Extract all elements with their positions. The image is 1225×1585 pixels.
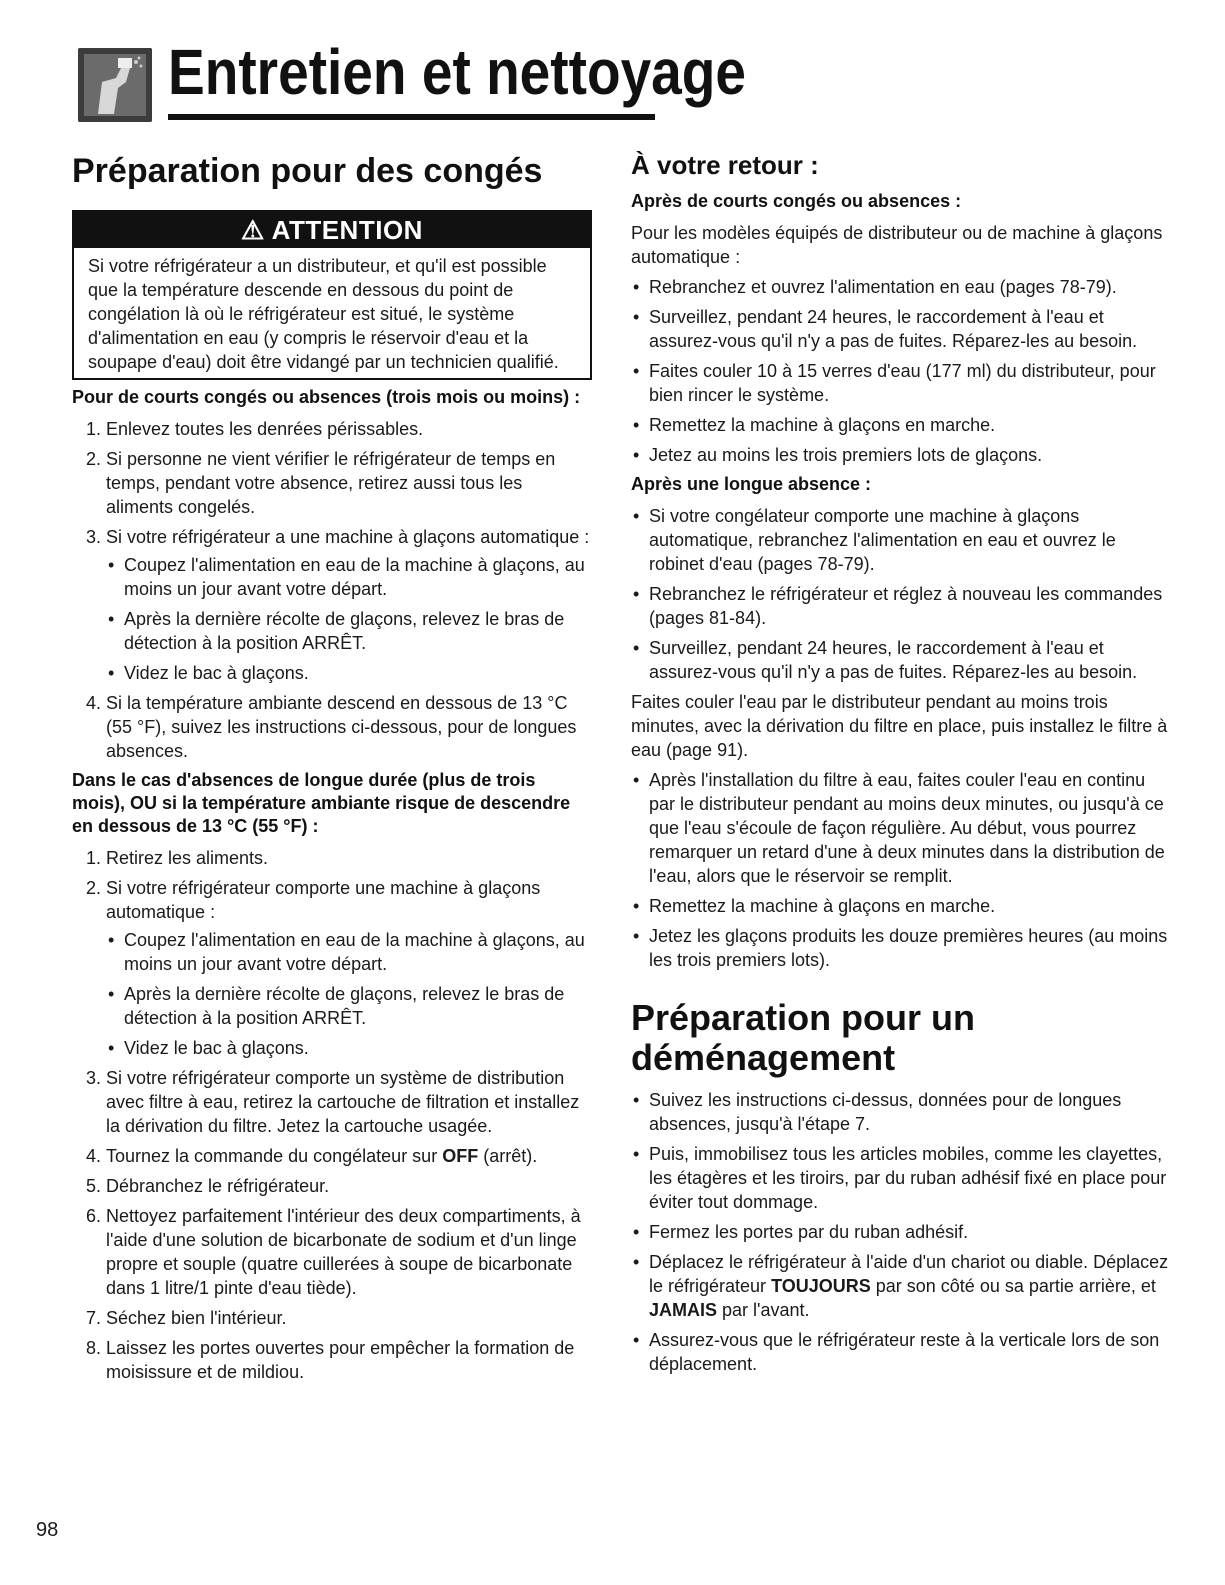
list-item: • Après la dernière récolte de glaçons, relevez le bras de détection à la position ARRÊT. (106, 982, 592, 1030)
list-item: • Fermez les portes par du ruban adhésif. (631, 1220, 1171, 1244)
after-short-list (631, 275, 1171, 467)
left-column (72, 140, 592, 1390)
list-item: 6. Nettoyez parfaitement l'intérieur des deux compartiments, à l'aide d'une solution de bicarbonate de sodium et d'un linge propre et souple (quatre cuillerées à soupe de bicarbonate dans 1 litre/1 pinte d'eau tiède). (86, 1206, 581, 1298)
list-item: • Déplacez le réfrigérateur à l'aide d'un chariot ou diable. Déplacez le réfrigérateur TOUJOURS par son côté ou sa partie arrière, et JAMAIS par l'avant. (631, 1250, 1171, 1322)
list-item: • Jetez les glaçons produits les douze premières heures (au moins les trois premiers lots). (631, 924, 1171, 972)
list-item: 2. Si votre réfrigérateur comporte une machine à glaçons automatique : • Coupez l'alimentation en eau de la machine à glaçons, au moins un jour avant votre départ. • Après la dernière récolte de glaçons, relevez le bras de détection à la position ARRÊT. • Videz le bac à glaçons. (72, 876, 592, 1060)
list-item: 4. Tournez la commande du congélateur sur OFF (arrêt). (86, 1146, 538, 1166)
list-item: • Jetez au moins les trois premiers lots de glaçons. (631, 443, 1171, 467)
after-long-paragraph: Faites couler l'eau par le distributeur pendant au moins trois minutes, avec la dérivation du filtre en place, puis installez le filtre à eau (page 91). (631, 692, 1168, 760)
list-item: • Faites couler 10 à 15 verres d'eau (177 ml) du distributeur, pour bien rincer le système. (631, 359, 1171, 407)
section-title-vacation: Préparation pour des congés (72, 152, 543, 190)
list-item: 4. Si la température ambiante descend en dessous de 13 °C (55 °F), suivez les instructions ci-dessous, pour de longues absences. (86, 693, 577, 761)
attention-box (72, 210, 592, 380)
list-item: • Puis, immobilisez tous les articles mobiles, comme les clayettes, les étagères et les tiroirs, par du ruban adhésif fixé en place pour éviter tout dommage. (631, 1142, 1171, 1214)
page-header-title: Entretien et nettoyage (168, 36, 747, 108)
warning-triangle-icon: ⚠ (241, 215, 265, 245)
list-item: • Remettez la machine à glaçons en marche. (631, 413, 1171, 437)
list-item: • Videz le bac à glaçons. (106, 1036, 592, 1060)
page-number: 98 (36, 1519, 59, 1541)
list-item: 5. Débranchez le réfrigérateur. (86, 1176, 330, 1196)
after-short-heading: Après de courts congés ou absences : (631, 191, 962, 211)
list-item: 8. Laissez les portes ouvertes pour empêcher la formation de moisissure et de mildiou. (86, 1338, 575, 1382)
list-item: • Surveillez, pendant 24 heures, le raccordement à l'eau et assurez-vous qu'il n'y a pas de fuites. Réparez-les au besoin. (631, 305, 1171, 353)
list-item: • Rebranchez et ouvrez l'alimentation en eau (pages 78-79). (631, 275, 1171, 299)
attention-text: Si votre réfrigérateur a un distributeur, et qu'il est possible que la température descende en dessous du point de congélation là où le réfrigérateur est situé, le système d'alimentation en eau (y compris le réservoir d'eau et la soupape d'eau) doit être vidangé par un technicien qualifié. (88, 256, 559, 372)
list-item: 2. Si personne ne vient vérifier le réfrigérateur de temps en temps, pendant votre absence, retirez aussi tous les aliments congelés. (86, 449, 556, 517)
short-absence-heading: Pour de courts congés ou absences (trois mois ou moins) : (72, 387, 581, 407)
list-item: 1. Retirez les aliments. (86, 848, 269, 868)
long-absence-steps (72, 846, 592, 1384)
sub-list (106, 553, 592, 685)
short-absence-steps (72, 417, 592, 763)
list-item: • Après la dernière récolte de glaçons, relevez le bras de détection à la position ARRÊT. (106, 607, 592, 655)
after-short-intro: Pour les modèles équipés de distributeur ou de machine à glaçons automatique : (631, 223, 1163, 267)
list-item: • Suivez les instructions ci-dessus, données pour de longues absences, jusqu'à l'étape 7. (631, 1088, 1171, 1136)
cleaning-spray-icon (78, 48, 152, 122)
list-item: • Remettez la machine à glaçons en marche. (631, 894, 1171, 918)
list-item: • Coupez l'alimentation en eau de la machine à glaçons, au moins un jour avant votre départ. (106, 928, 592, 976)
list-item: • Surveillez, pendant 24 heures, le raccordement à l'eau et assurez-vous qu'il n'y a pas de fuites. Réparez-les au besoin. (631, 636, 1171, 684)
list-item: • Videz le bac à glaçons. (106, 661, 592, 685)
return-title: À votre retour : (631, 150, 819, 180)
list-item: 1. Enlevez toutes les denrées périssables. (86, 419, 424, 439)
list-item: • Assurez-vous que le réfrigérateur reste à la verticale lors de son déplacement. (631, 1328, 1171, 1376)
list-item: 3. Si votre réfrigérateur a une machine à glaçons automatique : • Coupez l'alimentation en eau de la machine à glaçons, au moins un jour avant votre départ. • Après la dernière récolte de glaçons, relevez le bras de détection à la position ARRÊT. • Videz le bac à glaçons. (72, 525, 592, 685)
right-column (631, 140, 1171, 1382)
section-title-moving: Préparation pour un déménagement (631, 997, 976, 1078)
after-long-list (631, 504, 1171, 684)
long-absence-heading: Dans le cas d'absences de longue durée (plus de trois mois), OU si la température ambiante risque de descendre en dessous de 13 °C (55 °F) : (72, 770, 571, 836)
after-long-list-2 (631, 768, 1171, 972)
list-item: 7. Séchez bien l'intérieur. (86, 1308, 287, 1328)
sub-list (106, 928, 592, 1060)
attention-label: ATTENTION (271, 215, 423, 245)
list-item: • Après l'installation du filtre à eau, faites couler l'eau en continu par le distributeur pendant au moins deux minutes, ou jusqu'à ce que l'eau s'écoule de façon régulière. Au début, vous pourrez remarquer un retard d'une à deux minutes dans la distribution de l'eau, alors que le réservoir se remplit. (631, 768, 1171, 888)
list-item: • Rebranchez le réfrigérateur et réglez à nouveau les commandes (pages 81-84). (631, 582, 1171, 630)
moving-list (631, 1088, 1171, 1376)
header-rule (168, 114, 655, 120)
after-long-heading: Après une longue absence : (631, 474, 872, 494)
list-item: • Coupez l'alimentation en eau de la machine à glaçons, au moins un jour avant votre départ. (106, 553, 592, 601)
attention-header (74, 212, 590, 248)
list-item: • Si votre congélateur comporte une machine à glaçons automatique, rebranchez l'alimentation en eau et ouvrez le robinet d'eau (pages 78-79). (631, 504, 1171, 576)
list-item: 3. Si votre réfrigérateur comporte un système de distribution avec filtre à eau, retirez la cartouche de filtration et installez la dérivation du filtre. Jetez la cartouche usagée. (86, 1068, 580, 1136)
